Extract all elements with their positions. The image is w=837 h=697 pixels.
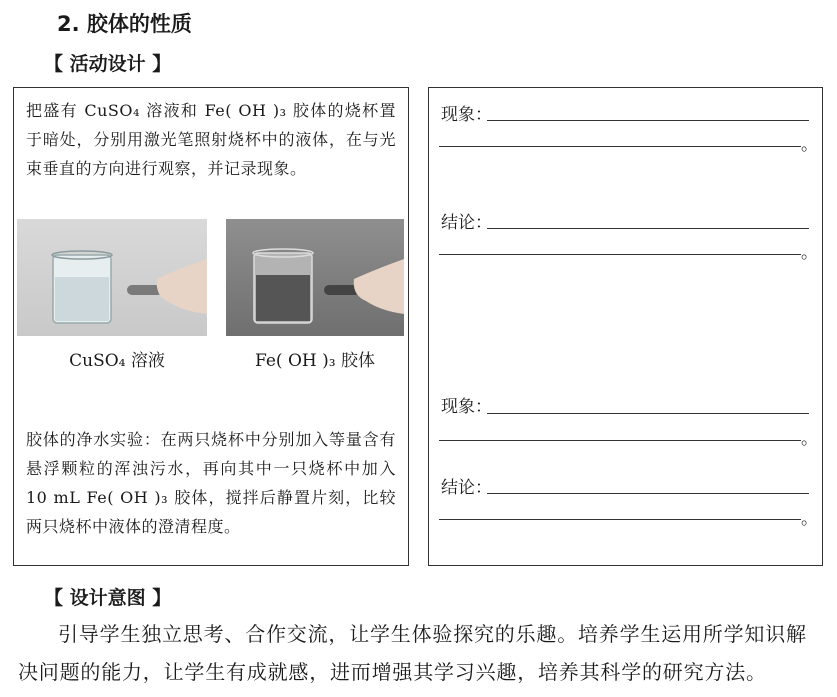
- end-mark-4: 。: [801, 509, 818, 529]
- water-purification-text: 胶体的净水实验：在两只烧杯中分别加入等量含有悬浮颗粒的浑浊污水，再向其中一只烧杯中加入 10 mL Fe( OH )₃ 胶体，搅拌后静置片刻，比较两只烧杯中液体的澄清程度。: [26, 430, 396, 536]
- conclusion-line-2a[interactable]: [487, 493, 809, 494]
- phenomenon-label-2: 现象：: [441, 397, 492, 417]
- phenomenon-line-1a[interactable]: [487, 120, 809, 121]
- intent-paragraph: 引导学生独立思考、合作交流，让学生体验探究的乐趣。培养学生运用所学知识解决问题的能力，让学生有成就感，进而增强其学习兴趣，培养其科学的研究方法。: [18, 622, 807, 684]
- conclusion-label-2: 结论：: [441, 478, 492, 498]
- instruction-text: 把盛有 CuSO₄ 溶液和 Fe( OH )₃ 胶体的烧杯置于暗处，分别用激光笔照射烧杯中的液体，在与光束垂直的方向进行观察，并记录现象。: [26, 101, 396, 178]
- intent-heading: 【 设计意图 】: [44, 587, 172, 609]
- section-title: 2. 胶体的性质: [57, 12, 192, 36]
- caption-fe-oh3: Fe( OH )₃ 胶体: [255, 351, 375, 371]
- cuso4-beaker-photo: [17, 219, 207, 336]
- phenomenon-line-2a[interactable]: [487, 413, 809, 414]
- conclusion-line-1a[interactable]: [487, 228, 809, 229]
- phenomenon-line-2b[interactable]: [439, 440, 801, 441]
- conclusion-line-2b[interactable]: [439, 519, 801, 520]
- caption-cuso4: CuSO₄ 溶液: [69, 351, 165, 371]
- conclusion-line-1b[interactable]: [439, 254, 801, 255]
- end-mark-3: 。: [801, 429, 818, 449]
- activity-heading: 【 活动设计 】: [44, 53, 172, 75]
- activity-left-panel: [13, 87, 409, 566]
- conclusion-label-1: 结论：: [441, 213, 492, 233]
- phenomenon-line-1b[interactable]: [439, 146, 801, 147]
- record-right-panel: [428, 87, 823, 566]
- end-mark-1: 。: [801, 135, 818, 155]
- end-mark-2: 。: [801, 243, 818, 263]
- fe-oh3-beaker-photo: [226, 219, 404, 336]
- phenomenon-label-1: 现象：: [441, 105, 492, 125]
